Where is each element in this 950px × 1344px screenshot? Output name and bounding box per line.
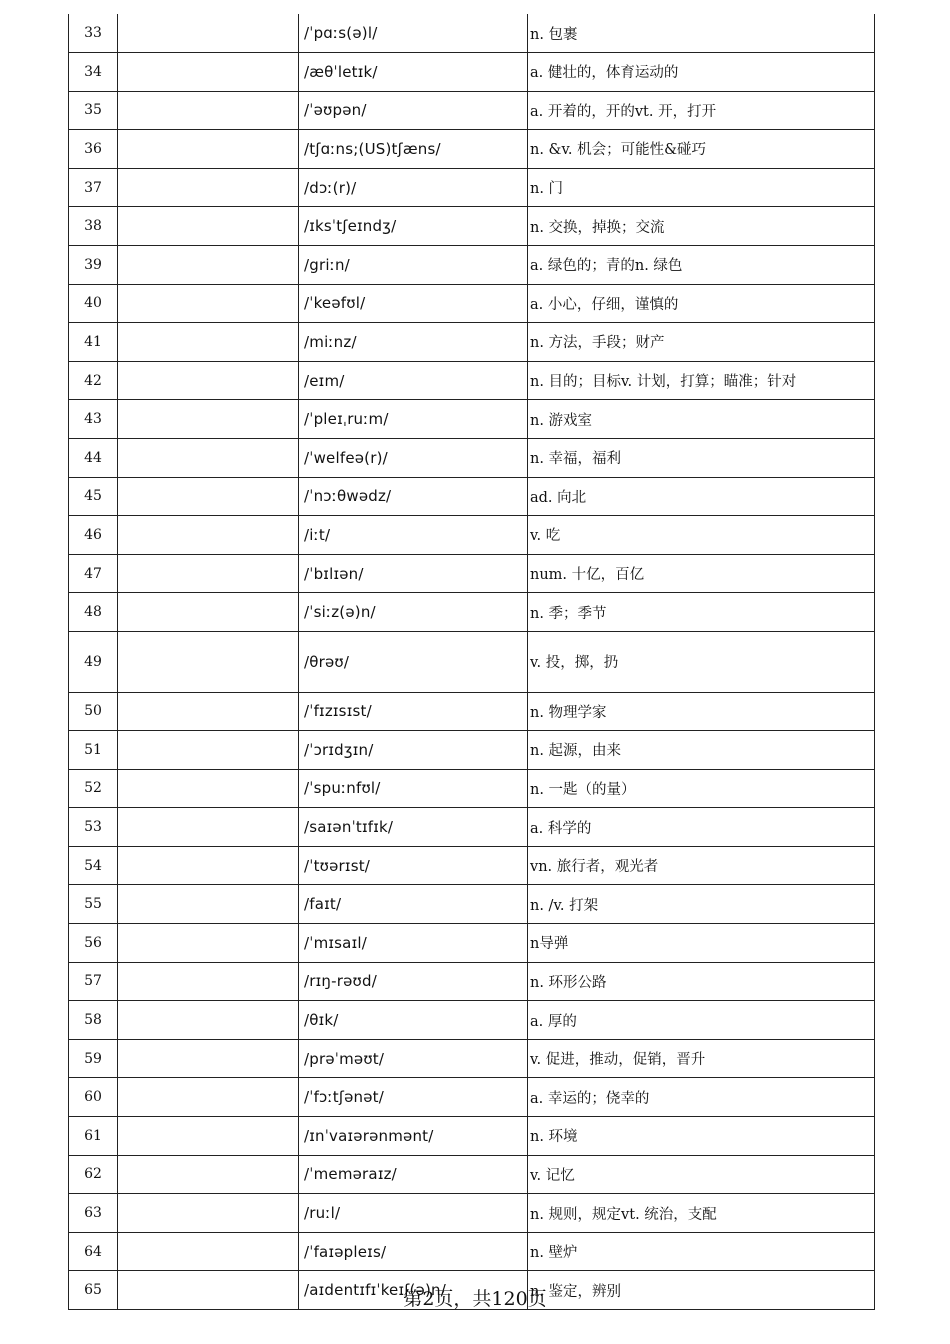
word-cell — [118, 808, 299, 847]
phonetic-cell: /ɪnˈvaɪərənmənt/ — [299, 1117, 528, 1156]
phonetic-cell: /ˈmeməraɪz/ — [299, 1155, 528, 1194]
phonetic-cell: /ˈpɑːs(ə)l/ — [299, 14, 528, 53]
definition-cell: ad. 向北 — [528, 477, 875, 516]
word-cell — [118, 91, 299, 130]
word-cell — [118, 284, 299, 323]
row-number: 56 — [69, 924, 118, 963]
word-cell — [118, 516, 299, 555]
phonetic-cell: /rɪŋ-rəʊd/ — [299, 962, 528, 1001]
table-row — [69, 692, 875, 731]
table-row — [69, 885, 875, 924]
phonetic-cell: /ˈsiːz(ə)n/ — [299, 593, 528, 632]
word-cell — [118, 400, 299, 439]
word-cell — [118, 631, 299, 692]
word-cell — [118, 1117, 299, 1156]
word-cell — [118, 1001, 299, 1040]
definition-cell: n. 幸福，福利 — [528, 438, 875, 477]
definition-cell: n. 包裹 — [528, 14, 875, 53]
row-number: 53 — [69, 808, 118, 847]
phonetic-cell: /ˈwelfeə(r)/ — [299, 438, 528, 477]
definition-cell: v. 吃 — [528, 516, 875, 555]
word-cell — [118, 130, 299, 169]
phonetic-cell: /ˈnɔːθwədz/ — [299, 477, 528, 516]
phonetic-cell: /eɪm/ — [299, 361, 528, 400]
row-number: 37 — [69, 168, 118, 207]
word-cell — [118, 1155, 299, 1194]
row-number: 49 — [69, 631, 118, 692]
word-cell — [118, 846, 299, 885]
word-cell — [118, 14, 299, 53]
phonetic-cell: /ˈspuːnfʊl/ — [299, 769, 528, 808]
definition-cell: n. 季；季节 — [528, 593, 875, 632]
vocabulary-table — [68, 14, 875, 1310]
phonetic-cell: /ruːl/ — [299, 1194, 528, 1233]
word-cell — [118, 769, 299, 808]
word-cell — [118, 1039, 299, 1078]
word-cell — [118, 593, 299, 632]
word-cell — [118, 207, 299, 246]
word-cell — [118, 323, 299, 362]
table-row — [69, 1155, 875, 1194]
phonetic-cell: /ˈkeəfʊl/ — [299, 284, 528, 323]
table-row — [69, 477, 875, 516]
table-row — [69, 284, 875, 323]
row-number: 33 — [69, 14, 118, 53]
word-cell — [118, 168, 299, 207]
row-number: 57 — [69, 962, 118, 1001]
definition-cell: n. 环境 — [528, 1117, 875, 1156]
definition-cell: a. 健壮的，体育运动的 — [528, 53, 875, 92]
definition-cell: a. 幸运的；侥幸的 — [528, 1078, 875, 1117]
table-row — [69, 962, 875, 1001]
definition-cell: v. 记忆 — [528, 1155, 875, 1194]
word-cell — [118, 924, 299, 963]
table-row — [69, 1039, 875, 1078]
definition-cell: n. 物理学家 — [528, 692, 875, 731]
row-number: 39 — [69, 245, 118, 284]
word-cell — [118, 53, 299, 92]
phonetic-cell: /ˈtʊərɪst/ — [299, 846, 528, 885]
word-cell — [118, 692, 299, 731]
phonetic-cell: /saɪənˈtɪfɪk/ — [299, 808, 528, 847]
row-number: 55 — [69, 885, 118, 924]
table-row — [69, 323, 875, 362]
phonetic-cell: /faɪt/ — [299, 885, 528, 924]
table-row — [69, 769, 875, 808]
definition-cell: num. 十亿，百亿 — [528, 554, 875, 593]
row-number: 41 — [69, 323, 118, 362]
phonetic-cell: /ˈfɪzɪsɪst/ — [299, 692, 528, 731]
table-row — [69, 593, 875, 632]
row-number: 65 — [69, 1271, 118, 1310]
word-cell — [118, 361, 299, 400]
table-row — [69, 130, 875, 169]
row-number: 64 — [69, 1232, 118, 1271]
definition-cell: n. 一匙（的量） — [528, 769, 875, 808]
row-number: 59 — [69, 1039, 118, 1078]
row-number: 45 — [69, 477, 118, 516]
row-number: 40 — [69, 284, 118, 323]
definition-cell: n. 规则，规定vt. 统治，支配 — [528, 1194, 875, 1233]
table-row — [69, 554, 875, 593]
definition-cell: a. 绿色的；青的n. 绿色 — [528, 245, 875, 284]
row-number: 60 — [69, 1078, 118, 1117]
row-number: 62 — [69, 1155, 118, 1194]
row-number: 61 — [69, 1117, 118, 1156]
table-row — [69, 400, 875, 439]
phonetic-cell: /tʃɑːns;(US)tʃæns/ — [299, 130, 528, 169]
word-cell — [118, 438, 299, 477]
table-row — [69, 808, 875, 847]
phonetic-cell: /ɪksˈtʃeɪndʒ/ — [299, 207, 528, 246]
row-number: 50 — [69, 692, 118, 731]
phonetic-cell: /dɔː(r)/ — [299, 168, 528, 207]
definition-cell: n. 壁炉 — [528, 1232, 875, 1271]
page-footer: 第2页，共120页 — [403, 1288, 547, 1310]
phonetic-cell: /aɪdentɪfɪˈkeɪʃ(ə)n/ — [299, 1271, 528, 1310]
word-cell — [118, 731, 299, 770]
row-number: 43 — [69, 400, 118, 439]
row-number: 38 — [69, 207, 118, 246]
table-row — [69, 1001, 875, 1040]
definition-cell: v. 促进，推动，促销，晋升 — [528, 1039, 875, 1078]
row-number: 54 — [69, 846, 118, 885]
phonetic-cell: /æθˈletɪk/ — [299, 53, 528, 92]
table-row — [69, 91, 875, 130]
table-row — [69, 731, 875, 770]
phonetic-cell: /ˈbɪlɪən/ — [299, 554, 528, 593]
phonetic-cell: /iːt/ — [299, 516, 528, 555]
phonetic-cell: /ˈmɪsaɪl/ — [299, 924, 528, 963]
row-number: 34 — [69, 53, 118, 92]
table-row — [69, 361, 875, 400]
definition-cell: n. 目的；目标v. 计划，打算；瞄准；针对 — [528, 361, 875, 400]
definition-cell: a. 小心，仔细，谨慎的 — [528, 284, 875, 323]
phonetic-cell: /θrəʊ/ — [299, 631, 528, 692]
table-row — [69, 516, 875, 555]
row-number: 46 — [69, 516, 118, 555]
table-row — [69, 631, 875, 692]
row-number: 58 — [69, 1001, 118, 1040]
definition-cell: n. 鉴定，辨别 — [528, 1271, 875, 1310]
table-row — [69, 438, 875, 477]
row-number: 35 — [69, 91, 118, 130]
definition-cell: vn. 旅行者，观光者 — [528, 846, 875, 885]
definition-cell: n. 游戏室 — [528, 400, 875, 439]
word-cell — [118, 477, 299, 516]
definition-cell: n. 门 — [528, 168, 875, 207]
word-cell — [118, 1232, 299, 1271]
definition-cell: n. 方法，手段；财产 — [528, 323, 875, 362]
word-cell — [118, 962, 299, 1001]
table-row — [69, 168, 875, 207]
definition-cell: n. /v. 打架 — [528, 885, 875, 924]
phonetic-cell: /ˈfaɪəpleɪs/ — [299, 1232, 528, 1271]
phonetic-cell: /ˈəʊpən/ — [299, 91, 528, 130]
definition-cell: n. 起源，由来 — [528, 731, 875, 770]
table-row — [69, 1078, 875, 1117]
table-row — [69, 1232, 875, 1271]
phonetic-cell: /ˈpleɪˌruːm/ — [299, 400, 528, 439]
definition-cell: n. 交换，掉换；交流 — [528, 207, 875, 246]
table-row — [69, 245, 875, 284]
word-cell — [118, 554, 299, 593]
table-row — [69, 1194, 875, 1233]
phonetic-cell: /miːnz/ — [299, 323, 528, 362]
word-cell — [118, 885, 299, 924]
phonetic-cell: /griːn/ — [299, 245, 528, 284]
row-number: 63 — [69, 1194, 118, 1233]
table-row — [69, 14, 875, 53]
row-number: 51 — [69, 731, 118, 770]
row-number: 36 — [69, 130, 118, 169]
table-row — [69, 846, 875, 885]
definition-cell: a. 科学的 — [528, 808, 875, 847]
word-cell — [118, 245, 299, 284]
row-number: 48 — [69, 593, 118, 632]
table-row — [69, 207, 875, 246]
definition-cell: a. 厚的 — [528, 1001, 875, 1040]
row-number: 44 — [69, 438, 118, 477]
word-cell — [118, 1194, 299, 1233]
row-number: 47 — [69, 554, 118, 593]
row-number: 52 — [69, 769, 118, 808]
table-row — [69, 1271, 875, 1310]
definition-cell: n. 环形公路 — [528, 962, 875, 1001]
definition-cell: v. 投，掷，扔 — [528, 631, 875, 692]
definition-cell: a. 开着的，开的vt. 开，打开 — [528, 91, 875, 130]
phonetic-cell: /ˈfɔːtʃənət/ — [299, 1078, 528, 1117]
phonetic-cell: /prəˈməʊt/ — [299, 1039, 528, 1078]
word-cell — [118, 1271, 299, 1310]
phonetic-cell: /θɪk/ — [299, 1001, 528, 1040]
vocabulary-table-body — [69, 14, 875, 1310]
table-row — [69, 53, 875, 92]
definition-cell: n. &v. 机会；可能性&碰巧 — [528, 130, 875, 169]
row-number: 42 — [69, 361, 118, 400]
definition-cell: n导弹 — [528, 924, 875, 963]
table-row — [69, 924, 875, 963]
table-row — [69, 1117, 875, 1156]
word-cell — [118, 1078, 299, 1117]
phonetic-cell: /ˈɔrɪdʒɪn/ — [299, 731, 528, 770]
